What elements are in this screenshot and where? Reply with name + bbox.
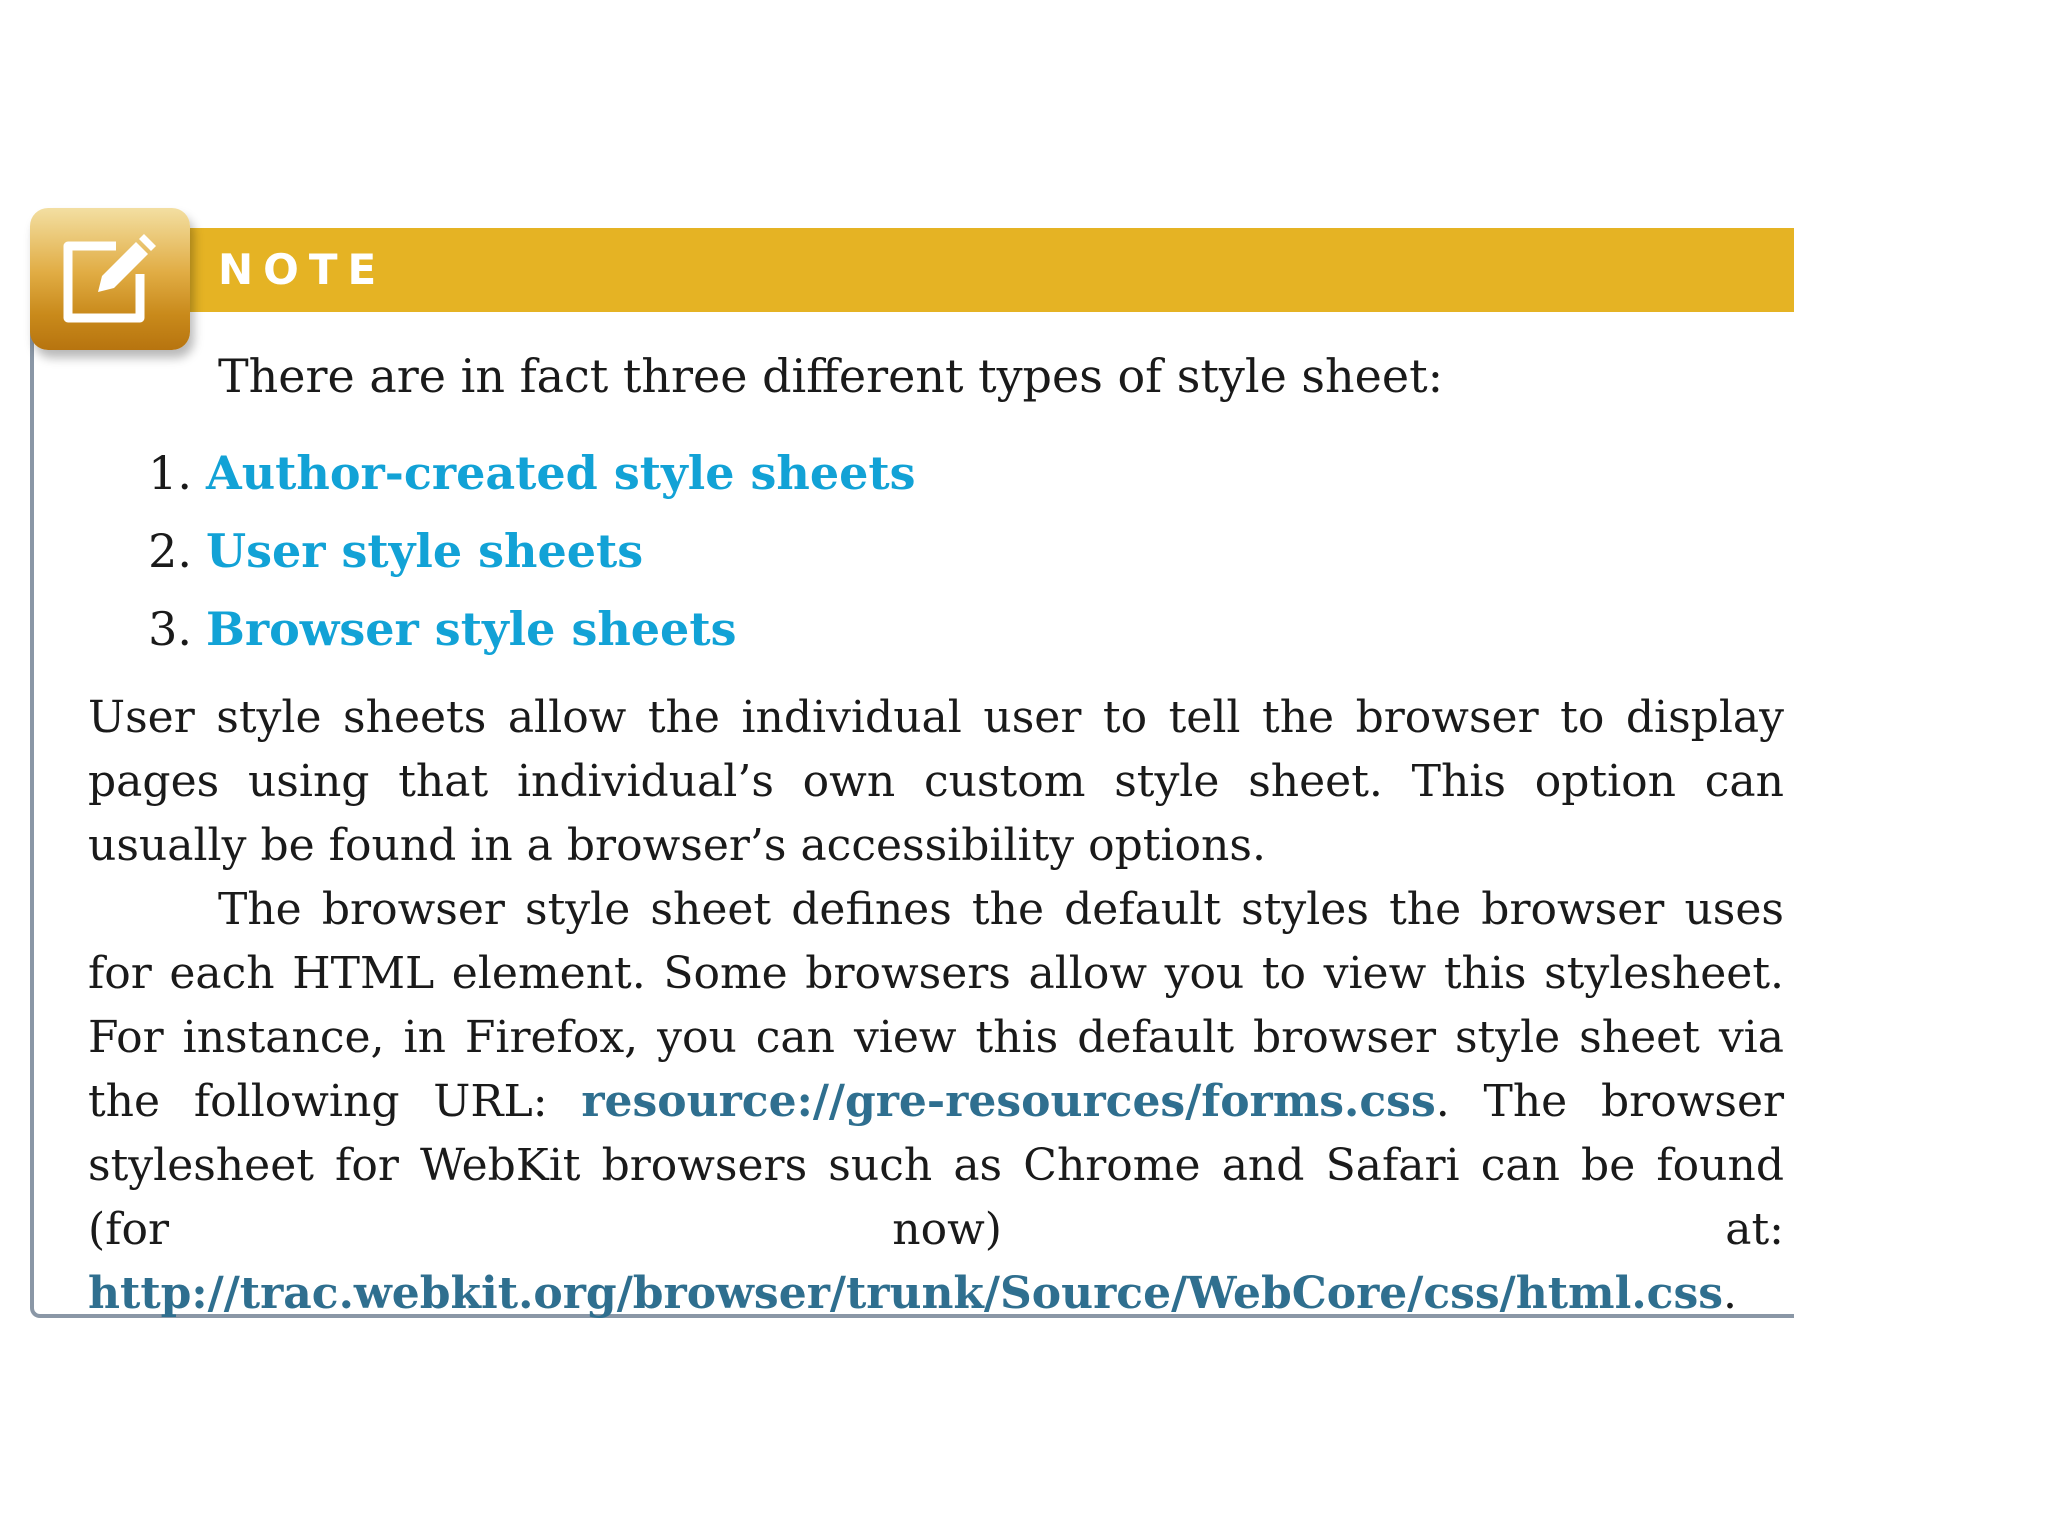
note-header-label: NOTE [218, 245, 387, 294]
user-style-sheets-link[interactable]: User style sheets [206, 524, 644, 578]
browser-style-sheet-paragraph [88, 878, 1784, 1326]
paragraph-text: The browser style sheet defines the default styles the browser uses for each HTML element. Some browsers allow you to view this stylesheet. For instance, in Firefox, you can view this default browser style sheet via the following URL: [88, 884, 1784, 1127]
firefox-forms-css-link[interactable]: resource://gre-resources/forms.css [581, 1076, 1436, 1127]
note-header-bar [150, 228, 1794, 312]
note-content [88, 340, 1784, 1326]
list-item-number: 1. [148, 446, 192, 500]
list-item [88, 512, 1784, 590]
list-item-number: 2. [148, 524, 192, 578]
list-item-number: 3. [148, 602, 192, 656]
webkit-html-css-link[interactable]: http://trac.webkit.org/browser/trunk/Source/WebCore/css/html.css [88, 1268, 1723, 1319]
browser-style-sheets-link[interactable]: Browser style sheets [206, 602, 737, 656]
author-created-style-sheets-link[interactable]: Author-created style sheets [206, 446, 916, 500]
paragraph-text: . [1722, 1268, 1737, 1319]
paragraph-text: . The browser stylesheet for WebKit browsers such as Chrome and Safari can be found (for now) at: [88, 1076, 1785, 1255]
list-item [88, 590, 1784, 668]
edit-note-icon [30, 208, 190, 350]
user-style-sheets-paragraph: User style sheets allow the individual user to tell the browser to display pages using that individual’s own custom style sheet. This option can usually be found in a browser’s accessibility options. [88, 692, 1784, 871]
note-intro: There are in fact three different types of style sheet: [218, 349, 1444, 403]
style-sheet-types-list [88, 434, 1784, 668]
list-item [88, 434, 1784, 512]
